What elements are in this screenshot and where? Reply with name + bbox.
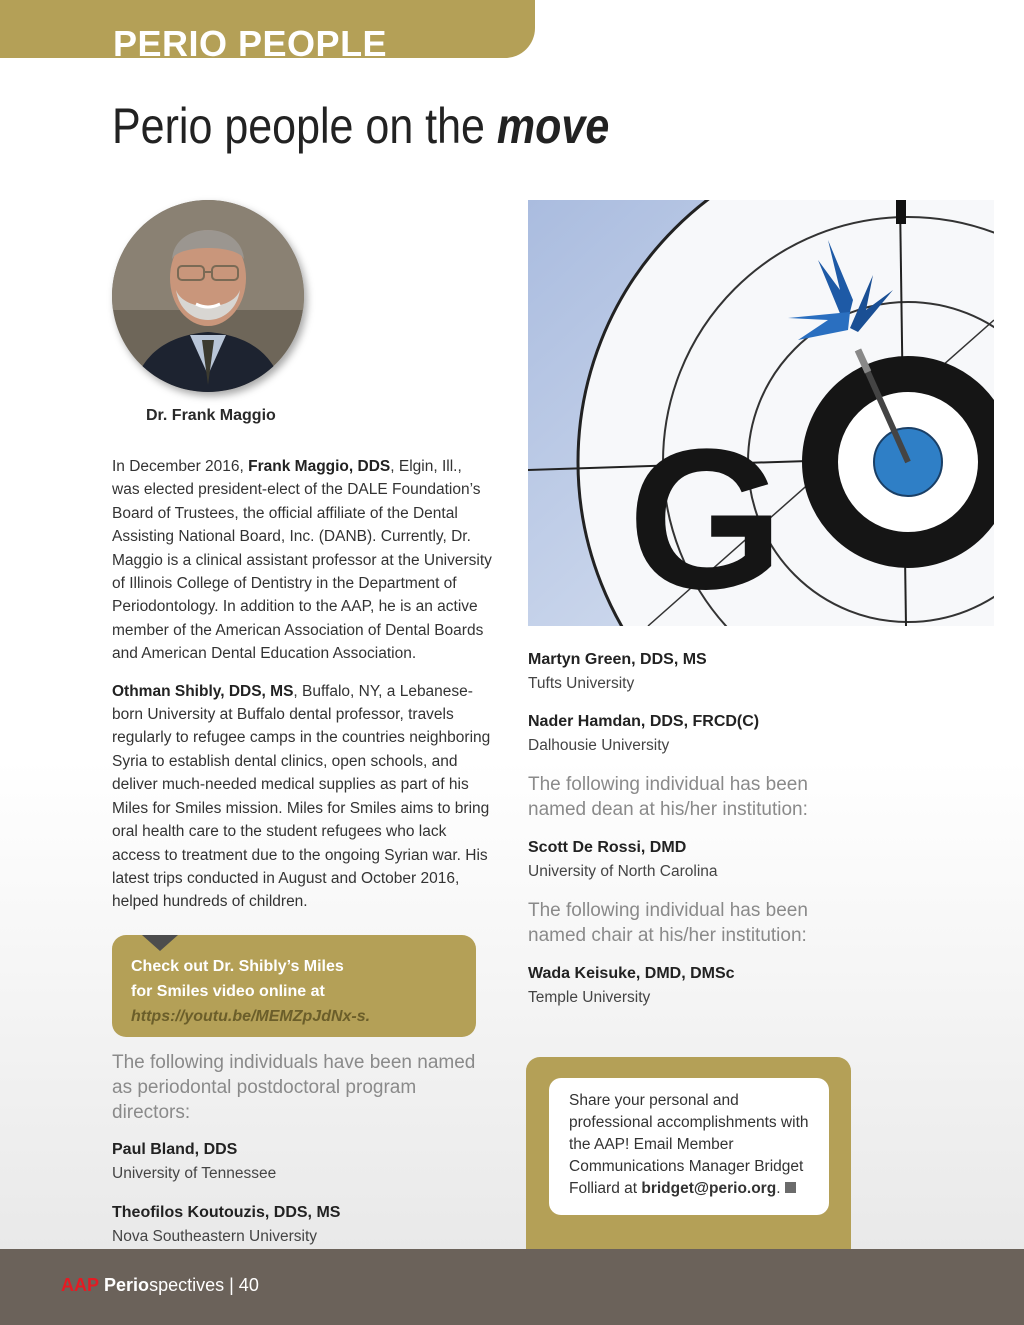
section-label: PERIO PEOPLE [113, 26, 388, 58]
portrait-illustration [112, 200, 304, 392]
callout-line-2: for Smiles video online at [131, 983, 325, 1000]
share-email-link[interactable]: bridget@perio.org [641, 1180, 777, 1197]
person-institution: Temple University [528, 989, 651, 1006]
brand-aap: AAP [61, 1275, 100, 1295]
portrait-caption: Dr. Frank Maggio [146, 407, 276, 424]
p2-post: , Buffalo, NY, a Lebanese-born University at Buffalo dental professor, travels regularly to refugee camps in the countries neighboring Syria to establish dental clinics, open schools, and deliver much-needed medical supplies as part of his Miles for Smiles mission. Miles for Smiles aims to bring oral health care to the student refugees who lack access to treatment due to the ongoing Syrian war. His latest trips conducted in August and October 2016, helped hundreds of children. [112, 682, 491, 911]
dartboard-illustration [528, 200, 994, 626]
share-text [569, 1090, 819, 1200]
p1-pre: In December 2016, [112, 458, 249, 475]
person-name: Nader Hamdan, DDS, FRCD(C) [528, 713, 760, 730]
chair-lead: The following individual has been named chair at his/her institution: [528, 900, 808, 946]
portrait-photo [112, 200, 304, 392]
go-target-image [528, 200, 994, 626]
footer-brand [61, 1273, 259, 1297]
p2-bold: Othman Shibly, DDS, MS [112, 682, 294, 700]
brand-perio: Perio [104, 1275, 150, 1295]
share-end: . [776, 1180, 781, 1197]
page-number: | 40 [229, 1275, 259, 1295]
person-entry [112, 1138, 492, 1186]
left-column-text [112, 455, 492, 914]
paragraph-shibly [112, 680, 492, 914]
person-institution: Tufts University [528, 675, 635, 692]
right-column-text [528, 648, 968, 1010]
person-name: Paul Bland, DDS [112, 1141, 238, 1158]
share-body: Share your personal and professional accomplishments with the AAP! Email Member Communications Manager Bridget Folliard at [569, 1092, 809, 1197]
person-institution: Dalhousie University [528, 737, 670, 754]
person-name: Scott De Rossi, DMD [528, 839, 687, 856]
paragraph-maggio [112, 455, 492, 666]
video-callout [112, 935, 476, 1037]
page-title [112, 96, 609, 156]
end-mark-icon [785, 1182, 796, 1193]
callout-notch [142, 935, 178, 951]
section-header-tab [0, 0, 535, 58]
title-plain: Perio people on the [112, 98, 497, 154]
go-letter: G [628, 408, 784, 626]
share-callout-inner [549, 1078, 829, 1215]
person-institution: University of North Carolina [528, 863, 718, 880]
callout-text [131, 954, 370, 1029]
person-name: Martyn Green, DDS, MS [528, 651, 707, 668]
person-entry [528, 710, 968, 758]
person-name: Theofilos Koutouzis, DDS, MS [112, 1204, 341, 1221]
title-emphasis: move [496, 98, 610, 154]
dean-lead: The following individual has been named dean at his/her institution: [528, 774, 808, 820]
callout-line-1: Check out Dr. Shibly’s Miles [131, 958, 344, 975]
person-institution: Nova Southeastern University [112, 1228, 318, 1245]
p1-bold: Frank Maggio, DDS [248, 458, 391, 475]
person-entry [528, 836, 968, 884]
person-name: Wada Keisuke, DMD, DMSc [528, 965, 735, 982]
page-footer [0, 1249, 1024, 1325]
p1-post: , Elgin, Ill., was elected president-elect of the DALE Foundation’s Board of Trustees, the official affiliate of the Dental Assisting National Board, Inc. (DANB). Currently, Dr. Maggio is a clinical assistant professor at the University of Illinois College of Dentistry in the Department of Periodontology. In addition to the AAP, he is an active member of the American Association of Dental Boards and American Dental Education Association. [112, 458, 492, 663]
brand-spectives: spectives [149, 1275, 225, 1295]
person-entry [528, 962, 968, 1010]
directors-section [112, 1050, 492, 1249]
person-entry [528, 648, 968, 696]
video-link[interactable]: https://youtu.be/MEMZpJdNx-s. [131, 1008, 371, 1025]
directors-lead: The following individuals have been named as periodontal postdoctoral program directors: [112, 1052, 476, 1123]
person-entry [112, 1201, 492, 1249]
person-institution: University of Tennessee [112, 1165, 277, 1182]
